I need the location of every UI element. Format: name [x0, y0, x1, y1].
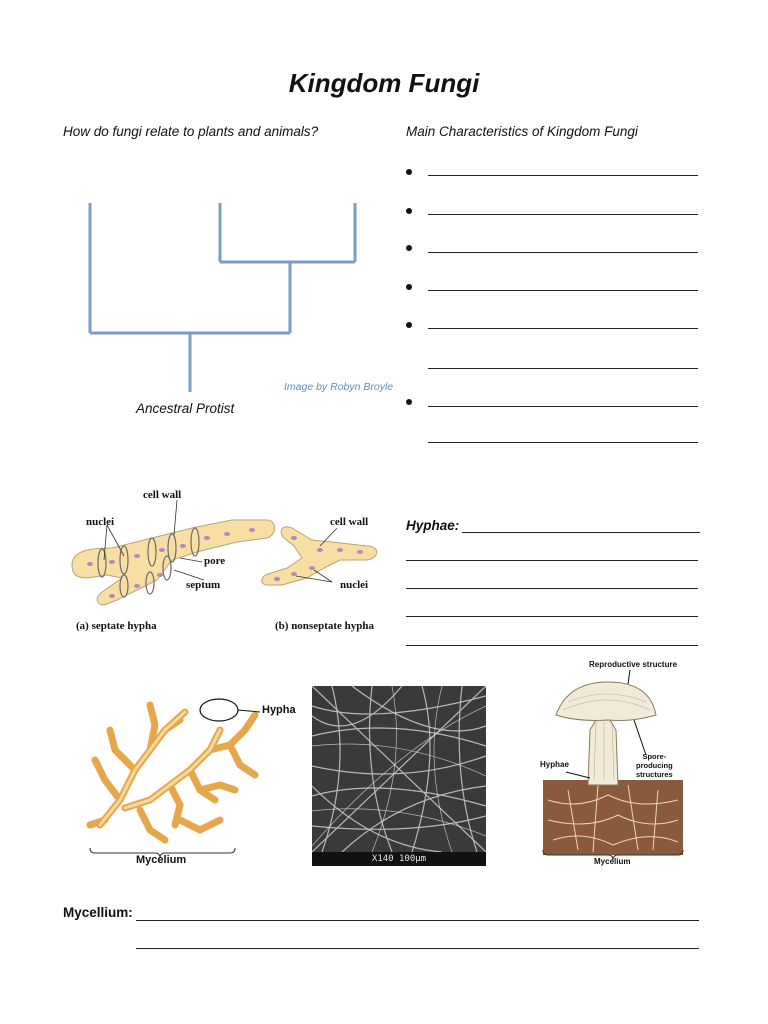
label-pore: pore	[204, 555, 226, 567]
bullet-6	[406, 399, 412, 405]
answer-line[interactable]	[406, 588, 698, 589]
label-nuclei-a: nuclei	[86, 516, 115, 528]
answer-line[interactable]	[428, 290, 698, 291]
bullet-2	[406, 208, 412, 214]
hypha-label: Hypha	[262, 704, 296, 716]
mycelium-micrograph	[312, 686, 486, 866]
answer-line[interactable]	[462, 532, 700, 533]
reproductive-structure-label: Reproductive structure	[589, 660, 678, 669]
bullet-3	[406, 245, 412, 251]
answer-line[interactable]	[136, 948, 699, 949]
hyphae-diagram-label: Hyphae	[540, 760, 569, 769]
nonseptate-hypha	[262, 527, 377, 585]
answer-line[interactable]	[428, 406, 698, 407]
bullet-1	[406, 169, 412, 175]
bullet-4	[406, 284, 412, 290]
caption-septate: (a) septate hypha	[76, 620, 157, 632]
cladogram-diagram	[80, 195, 370, 400]
micrograph-fibers	[312, 686, 486, 852]
answer-line[interactable]	[406, 645, 698, 646]
bullet-5	[406, 322, 412, 328]
image-credit: Image by Robyn Broyle	[284, 381, 394, 393]
hypha-diagram	[62, 480, 392, 640]
mushroom-mycelium-caption: Mycelium	[594, 857, 631, 866]
hypha-highlight-circle	[200, 699, 238, 721]
cladogram-lines	[90, 203, 355, 392]
answer-line[interactable]	[428, 175, 698, 176]
mycelium-caption: Mycelium	[136, 854, 187, 866]
hyphae-label: Hyphae:	[406, 518, 460, 533]
spore-producing-label: Spore- producing structures	[636, 752, 673, 779]
label-septum: septum	[186, 579, 221, 591]
mycelium-label: Mycellium:	[63, 905, 133, 920]
micrograph-scale-bar: X140 100µm	[312, 852, 486, 866]
label-cell-wall-b: cell wall	[330, 516, 369, 528]
answer-line[interactable]	[428, 252, 698, 253]
mycelium-drawing	[80, 690, 285, 870]
label-nuclei-b: nuclei	[340, 579, 369, 591]
answer-line[interactable]	[428, 442, 698, 443]
right-heading: Main Characteristics of Kingdom Fungi	[406, 124, 638, 139]
answer-line[interactable]	[428, 214, 698, 215]
left-question: How do fungi relate to plants and animals?	[63, 124, 319, 139]
answer-line[interactable]	[428, 328, 698, 329]
label-cell-wall-a: cell wall	[143, 489, 182, 501]
page-title: Kingdom Fungi	[288, 68, 480, 98]
caption-nonseptate: (b) nonseptate hypha	[275, 620, 375, 632]
answer-line[interactable]	[428, 368, 698, 369]
mushroom-cap	[556, 682, 656, 720]
answer-line[interactable]	[136, 920, 699, 921]
answer-line[interactable]	[406, 616, 698, 617]
answer-line[interactable]	[406, 560, 698, 561]
cladogram-root-label: Ancestral Protist	[136, 401, 235, 416]
mushroom-stalk	[588, 720, 618, 785]
